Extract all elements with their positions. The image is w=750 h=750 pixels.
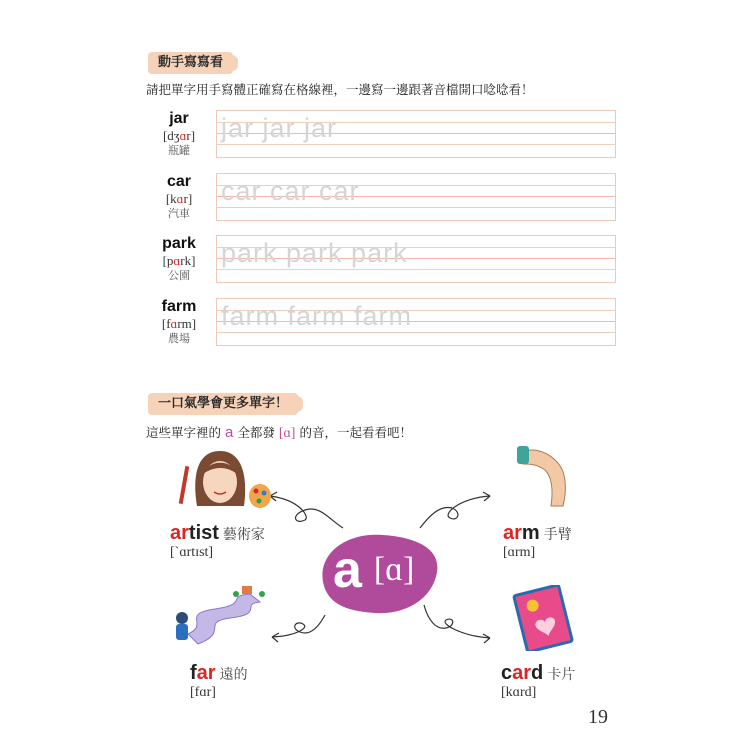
section-tag-write: 動手寫寫看 [148,52,233,74]
phonetic-artist: [ˋɑrtɪst] [170,545,214,560]
trace-text-farm: farm farm farm [221,301,413,331]
vocab-arm: arm 手臂 [ɑrm] [503,522,572,560]
phonetic-car: [kɑr] [165,191,193,206]
trace-text-jar: jar jar jar [221,113,338,143]
vocab-far: far 遠的 [fɑr] [190,662,248,700]
phonetic-jar: [dʒɑr] [162,128,196,143]
phonetic-far: [fɑr] [190,685,216,700]
meaning-artist: 藝術家 [222,527,265,543]
section2-instruction: 這些單字裡的 a 全都發 [ɑ] 的音，一起看看吧！ [146,424,412,441]
vocab-artist: artist 藝術家 [ˋɑrtɪst] [170,522,265,560]
word-car: car [166,173,192,190]
meaning-card: 卡片 [547,667,576,683]
phonetic-park: [pɑrk] [162,253,196,268]
vocab-card: card 卡片 [kɑrd] [501,662,576,700]
meaning-arm: 手臂 [543,527,572,543]
phonetic-arm: [ɑrm] [503,545,536,560]
meaning-far: 遠的 [219,667,248,683]
artist-illustration [172,446,272,516]
word-park: park [162,235,196,252]
section1-instruction: 請把單字用手寫體正確寫在格線裡，一邊寫一邊跟著音檔開口唸唸看！ [146,82,534,97]
center-label [333,535,453,605]
meaning-farm: 農場 [168,332,190,345]
trace-text-car: car car car [221,176,360,206]
phonetic-farm: [fɑrm] [161,316,197,331]
phonetic-card: [kɑrd] [501,685,537,700]
arm-illustration [515,442,575,510]
trace-text-park: park park park [221,238,408,268]
word-jar: jar [169,110,189,127]
word-farm: farm [161,298,197,315]
far-illustration [170,584,280,649]
section-tag-more-words: 一口氣學會更多單字！ [148,393,298,415]
meaning-park: 公園 [168,269,190,282]
meaning-jar: 瓶罐 [168,144,190,157]
page-number: 19 [588,706,608,728]
card-illustration [510,585,580,651]
meaning-car: 汽車 [168,207,190,220]
center-letter: a [333,541,362,599]
center-ipa: [ɑ] [373,551,415,588]
